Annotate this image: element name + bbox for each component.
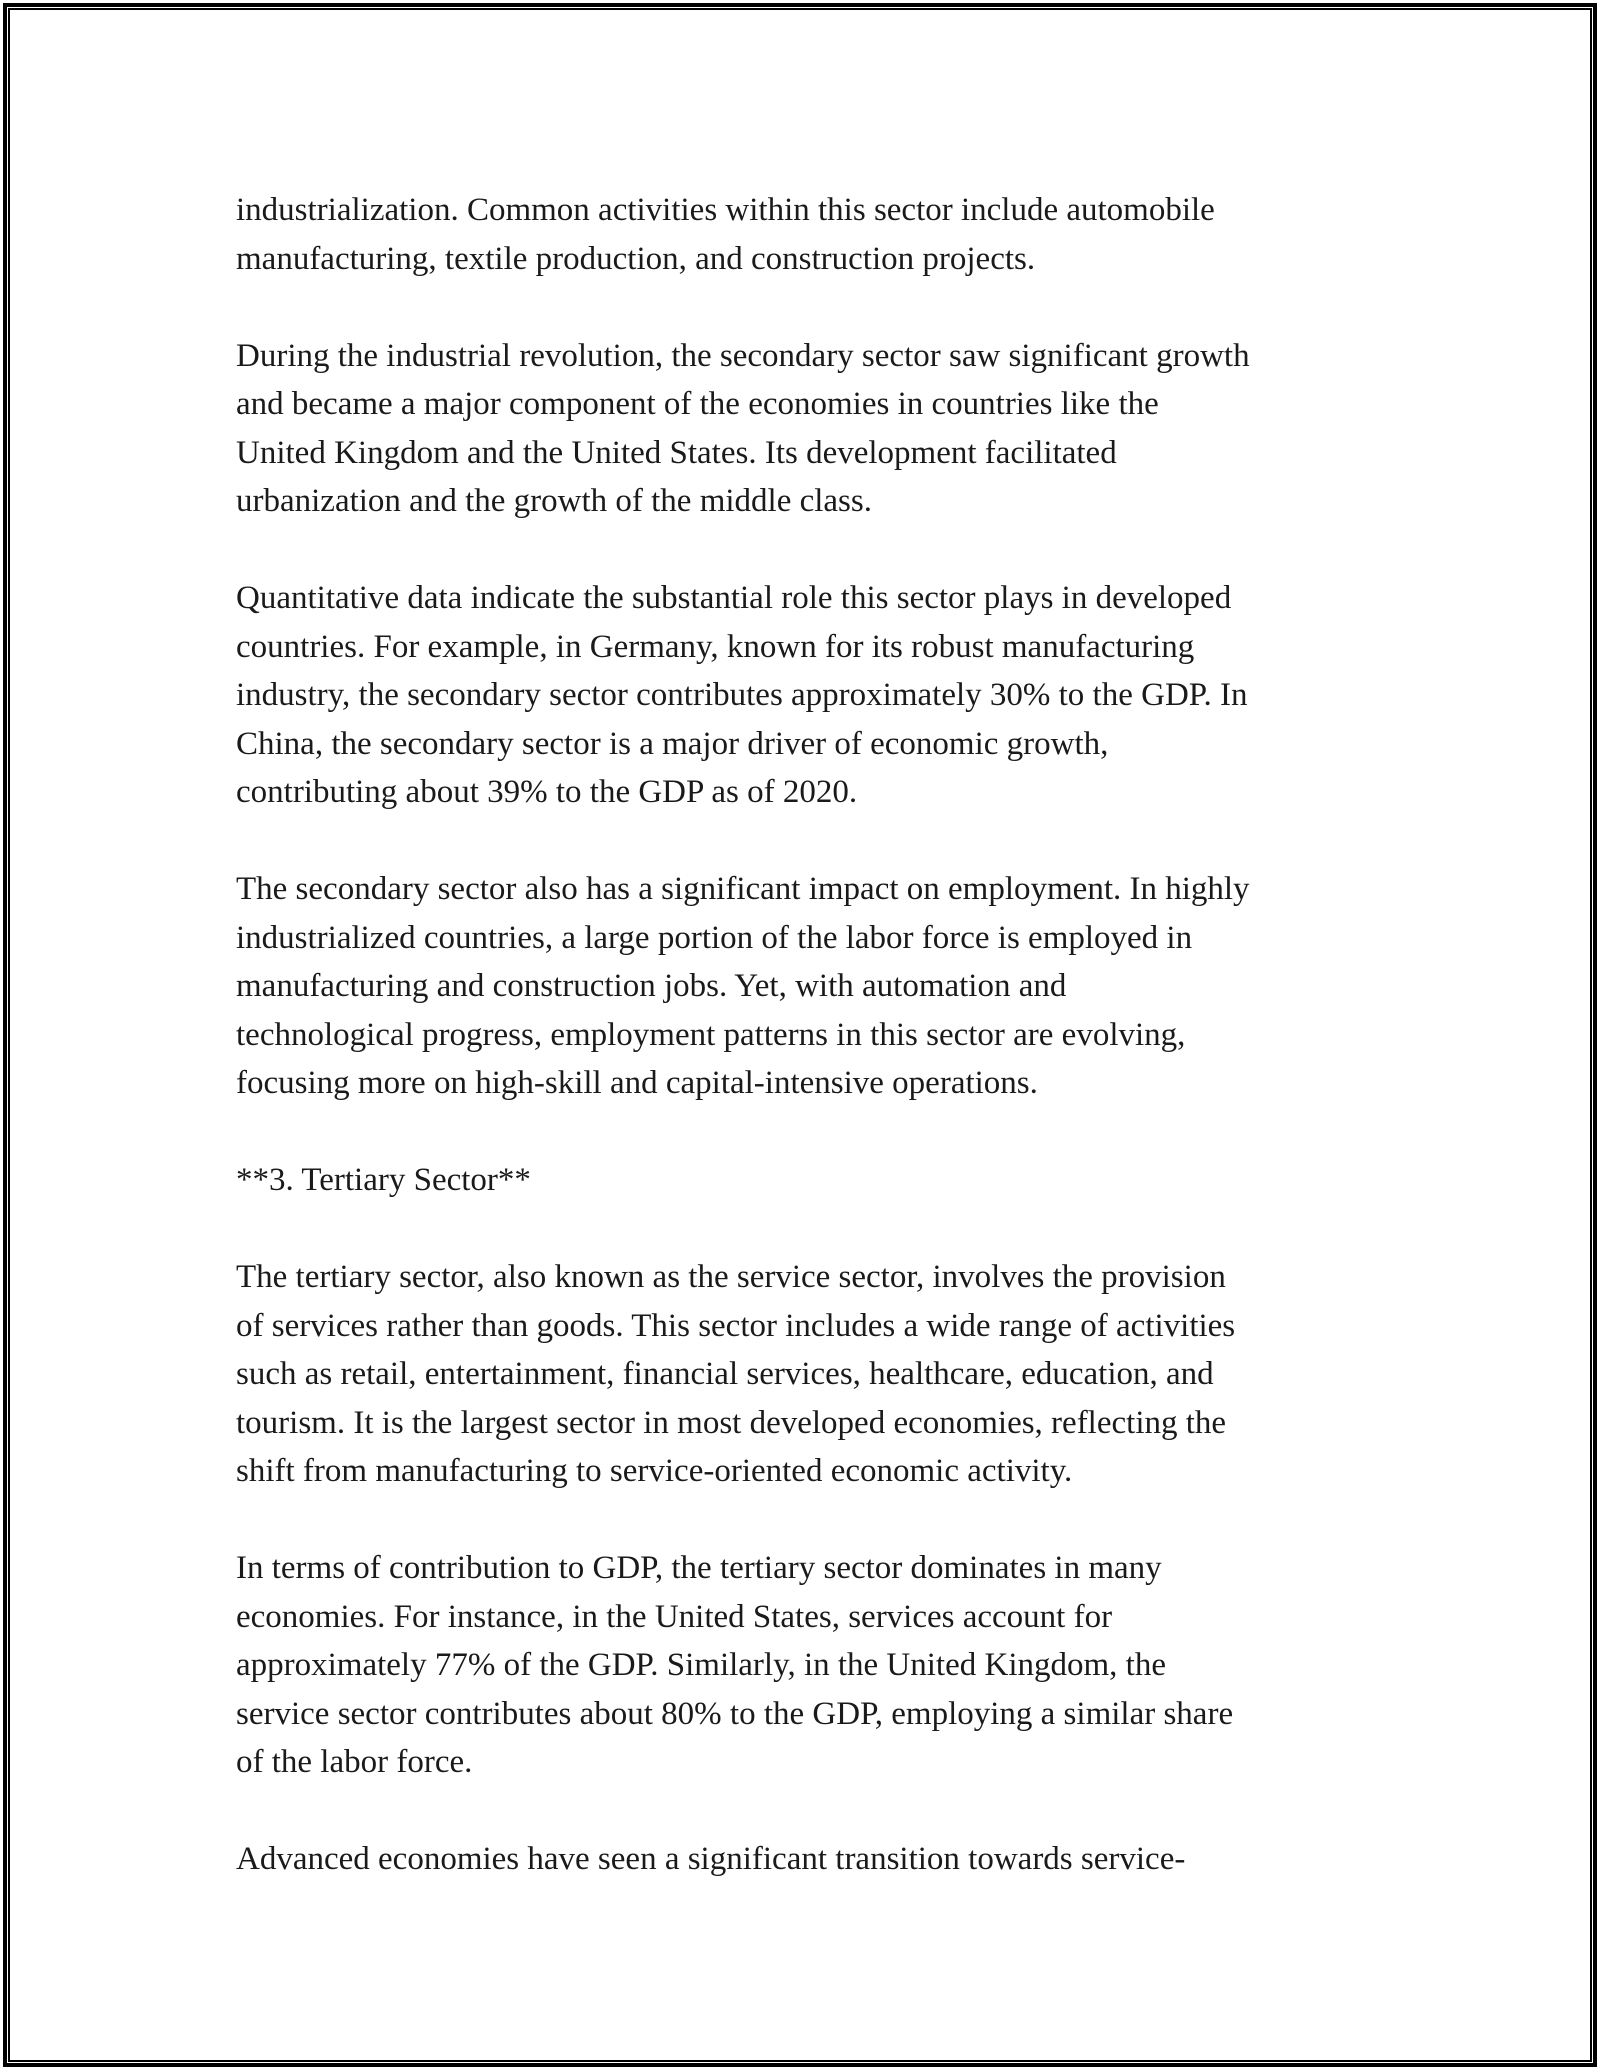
text-line: Quantitative data indicate the substantial role this sector plays in developed [236, 580, 1232, 616]
text-line: focusing more on high-skill and capital-intensive operations. [236, 1065, 1038, 1101]
text-line: manufacturing, textile production, and construction projects. [236, 240, 1036, 277]
text-line: shift from manufacturing to service-oriented economic activity. [236, 1453, 1073, 1489]
heading-line: **3. Tertiary Sector** [236, 1162, 531, 1198]
text-line: industrialization. Common activities within this sector include automobile [236, 192, 1215, 228]
text-line: service sector contributes about 80% to the GDP, employing a similar share [236, 1695, 1234, 1732]
section-heading-tertiary-sector [236, 1156, 1416, 1205]
text-line: In terms of contribution to GDP, the tertiary sector dominates in many [236, 1550, 1162, 1586]
document-body [236, 186, 1416, 1932]
text-line: tourism. It is the largest sector in most developed economies, reflecting the [236, 1404, 1227, 1441]
paragraph-tertiary-definition [236, 1253, 1416, 1496]
paragraph-industrial-revolution [236, 332, 1416, 526]
text-line: The secondary sector also has a significant impact on employment. In highly [236, 871, 1250, 907]
text-line: contributing about 39% to the GDP as of 2020. [236, 774, 858, 810]
text-line: of the labor force. [236, 1744, 473, 1780]
text-line: technological progress, employment patterns in this sector are evolving, [236, 1016, 1186, 1053]
text-line: economies. For instance, in the United States, services account for [236, 1598, 1113, 1635]
paragraph-quantitative-data [236, 574, 1416, 817]
text-line: United Kingdom and the United States. Its development facilitated [236, 434, 1117, 471]
paragraph-gdp-contribution [236, 1544, 1416, 1787]
text-line: of services rather than goods. This sector includes a wide range of activities [236, 1307, 1236, 1344]
text-line: The tertiary sector, also known as the service sector, involves the provision [236, 1259, 1226, 1295]
text-line: such as retail, entertainment, financial services, healthcare, education, and [236, 1356, 1214, 1392]
text-line: countries. For example, in Germany, known for its robust manufacturing [236, 628, 1195, 665]
text-line: During the industrial revolution, the secondary sector saw significant growth [236, 337, 1250, 374]
text-line: and became a major component of the economies in countries like the [236, 386, 1159, 422]
paragraph-advanced-economies [236, 1835, 1416, 1884]
paragraph-employment [236, 865, 1416, 1108]
text-line: manufacturing and construction jobs. Yet, with automation and [236, 968, 1067, 1004]
text-line: approximately 77% of the GDP. Similarly, in the United Kingdom, the [236, 1647, 1166, 1683]
text-line: industrialized countries, a large portion of the labor force is employed in [236, 919, 1193, 956]
paragraph-industrialization [236, 186, 1416, 283]
text-line: Advanced economies have seen a significant transition towards service- [236, 1841, 1186, 1877]
text-line: China, the secondary sector is a major driver of economic growth, [236, 725, 1109, 762]
text-line: industry, the secondary sector contributes approximately 30% to the GDP. In [236, 677, 1248, 713]
text-line: urbanization and the growth of the middle class. [236, 483, 872, 519]
